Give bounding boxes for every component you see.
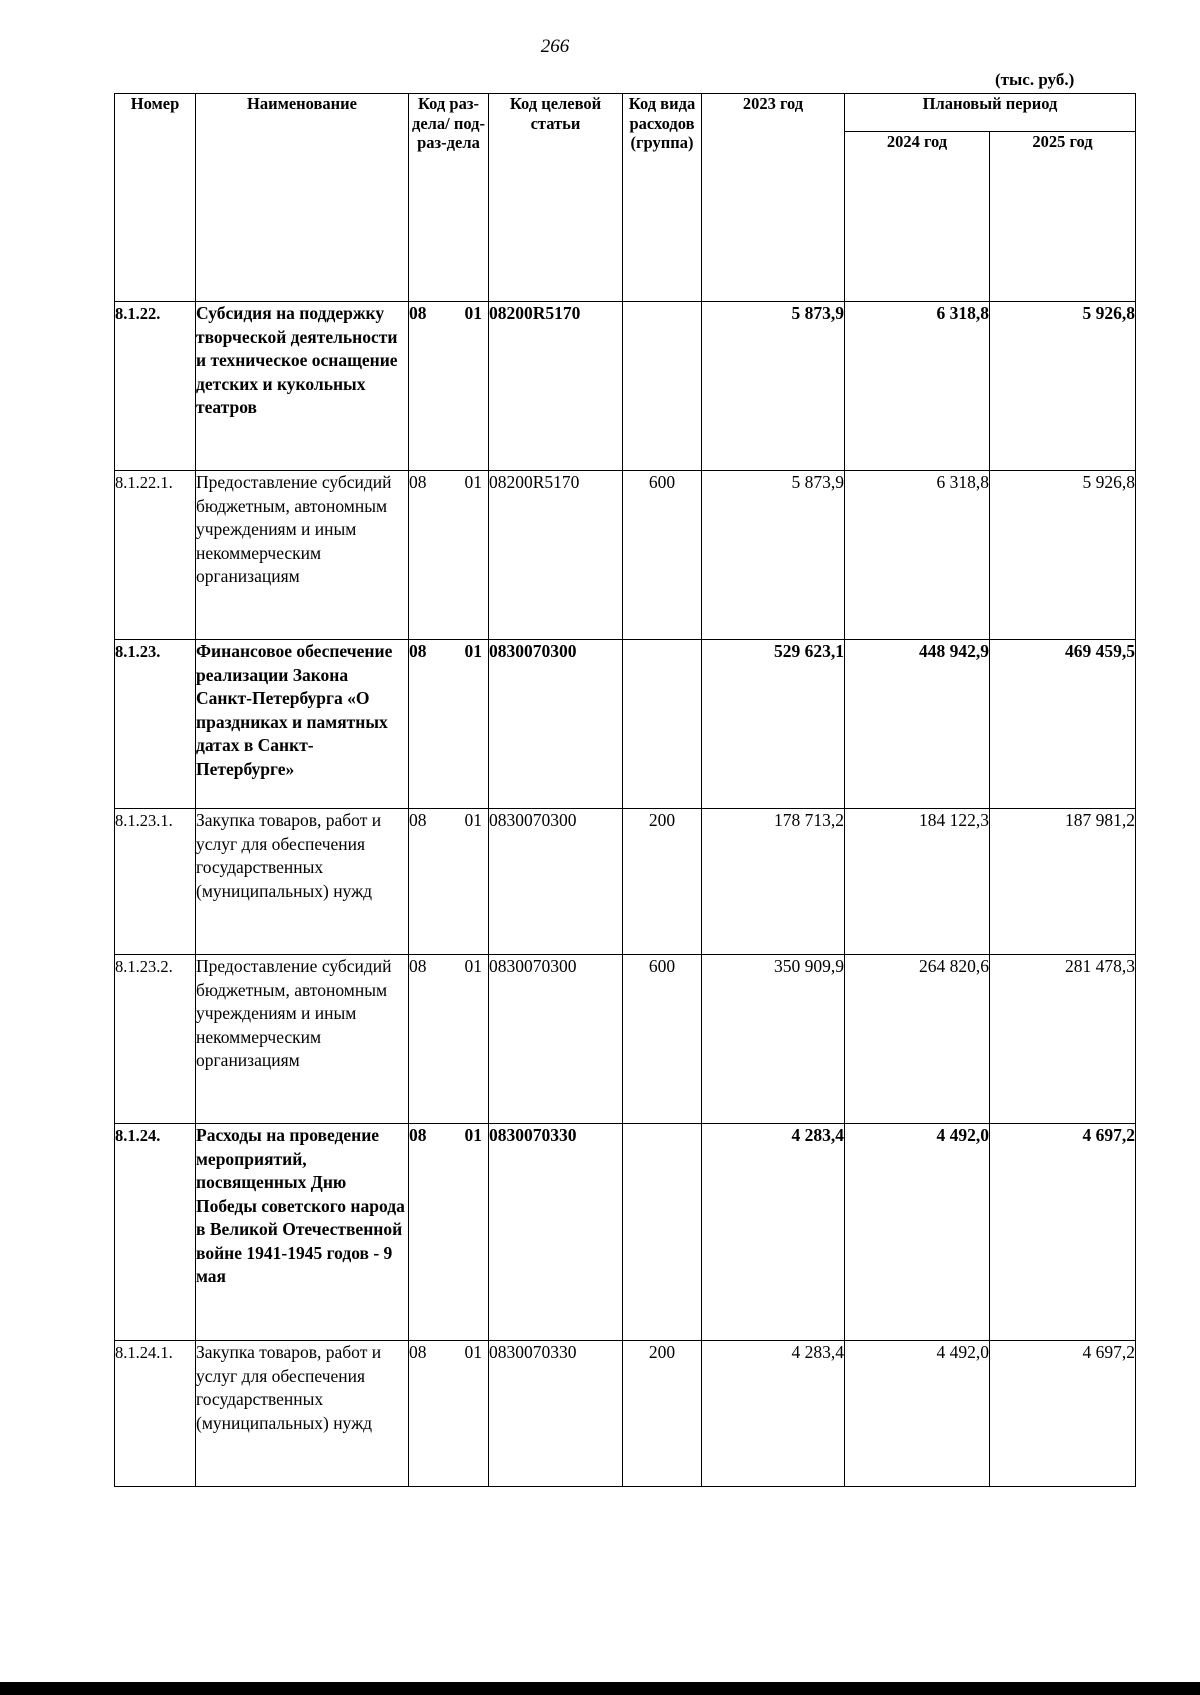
row-section-cell [409, 809, 489, 955]
table-row [115, 1341, 1136, 1487]
row-section: 08 [409, 1342, 427, 1362]
row-2025: 4 697,2 [990, 1124, 1136, 1341]
table-row [115, 955, 1136, 1124]
row-section: 08 [409, 641, 427, 661]
row-subsection: 01 [464, 303, 482, 323]
row-2023: 350 909,9 [702, 955, 845, 1124]
row-number: 8.1.23.1. [115, 809, 196, 955]
row-article: 0830070300 [489, 640, 623, 809]
row-name: Предоставление субсидий бюджетным, автономным учреждениям и иным некоммерческим организациям [196, 471, 409, 640]
row-number: 8.1.24.1. [115, 1341, 196, 1487]
row-section: 08 [409, 1125, 427, 1145]
row-2024: 184 122,3 [845, 809, 990, 955]
units-label: (тыс. руб.) [995, 70, 1075, 89]
row-expense-type: 200 [623, 809, 702, 955]
header-2023: 2023 год [702, 94, 845, 302]
table-body [115, 302, 1136, 1487]
row-2025: 281 478,3 [990, 955, 1136, 1124]
row-number: 8.1.22.1. [115, 471, 196, 640]
row-expense-type: 600 [623, 955, 702, 1124]
page-number: 266 [540, 36, 570, 57]
row-2024: 6 318,8 [845, 302, 990, 471]
row-subsection: 01 [464, 1125, 482, 1145]
row-section-cell [409, 640, 489, 809]
row-2025: 5 926,8 [990, 471, 1136, 640]
row-2023: 178 713,2 [702, 809, 845, 955]
row-section-cell [409, 1124, 489, 1341]
row-2023: 5 873,9 [702, 471, 845, 640]
row-2023: 4 283,4 [702, 1341, 845, 1487]
row-expense-type [623, 302, 702, 471]
row-2024: 448 942,9 [845, 640, 990, 809]
row-section: 08 [409, 810, 427, 830]
row-2024: 264 820,6 [845, 955, 990, 1124]
row-name: Финансовое обеспечение реализации Закона Санкт-Петербурга «О праздниках и памятных датах в Санкт-Петербурге» [196, 640, 409, 809]
row-2025: 469 459,5 [990, 640, 1136, 809]
header-2024: 2024 год [845, 132, 990, 302]
row-name: Закупка товаров, работ и услуг для обеспечения государственных (муниципальных) нужд [196, 1341, 409, 1487]
row-number: 8.1.24. [115, 1124, 196, 1341]
scan-bottom-edge [0, 1682, 1200, 1695]
row-expense-type [623, 640, 702, 809]
row-section-cell [409, 955, 489, 1124]
table-row [115, 471, 1136, 640]
header-plan-period: Плановый период [845, 94, 1136, 132]
row-expense-type: 200 [623, 1341, 702, 1487]
row-number: 8.1.23. [115, 640, 196, 809]
table-row [115, 1124, 1136, 1341]
row-2024: 4 492,0 [845, 1341, 990, 1487]
row-article: 08200R5170 [489, 302, 623, 471]
row-article: 08200R5170 [489, 471, 623, 640]
row-article: 0830070300 [489, 809, 623, 955]
row-2023: 529 623,1 [702, 640, 845, 809]
row-article: 0830070330 [489, 1124, 623, 1341]
row-section: 08 [409, 472, 427, 492]
row-subsection: 01 [464, 641, 482, 661]
header-2025: 2025 год [990, 132, 1136, 302]
row-section-cell [409, 1341, 489, 1487]
table-row [115, 302, 1136, 471]
row-number: 8.1.23.2. [115, 955, 196, 1124]
row-subsection: 01 [464, 1342, 482, 1362]
row-number: 8.1.22. [115, 302, 196, 471]
row-name: Расходы на проведение мероприятий, посвященных Дню Победы советского народа в Великой Отечественной войне 1941-1945 годов - 9 мая [196, 1124, 409, 1341]
header-article-code: Код целевой статьи [489, 94, 623, 302]
table-row [115, 640, 1136, 809]
row-2023: 5 873,9 [702, 302, 845, 471]
row-2025: 4 697,2 [990, 1341, 1136, 1487]
header-row [115, 94, 1136, 132]
row-expense-type [623, 1124, 702, 1341]
row-2025: 5 926,8 [990, 302, 1136, 471]
header-number: Номер [115, 94, 196, 302]
row-name: Предоставление субсидий бюджетным, автономным учреждениям и иным некоммерческим организациям [196, 955, 409, 1124]
header-section-code: Код раз-дела/ под-раз-дела [409, 94, 489, 302]
row-subsection: 01 [464, 956, 482, 976]
row-expense-type: 600 [623, 471, 702, 640]
row-subsection: 01 [464, 472, 482, 492]
header-name: Наименование [196, 94, 409, 302]
table-row [115, 809, 1136, 955]
row-section-cell [409, 471, 489, 640]
row-2025: 187 981,2 [990, 809, 1136, 955]
row-name: Субсидия на поддержку творческой деятельности и техническое оснащение детских и кукольных театров [196, 302, 409, 471]
row-section: 08 [409, 956, 427, 976]
budget-table [114, 93, 1136, 1487]
row-article: 0830070300 [489, 955, 623, 1124]
row-2024: 6 318,8 [845, 471, 990, 640]
row-subsection: 01 [464, 810, 482, 830]
header-expense-type: Код вида расходов (группа) [623, 94, 702, 302]
row-article: 0830070330 [489, 1341, 623, 1487]
row-section: 08 [409, 303, 427, 323]
row-section-cell [409, 302, 489, 471]
row-2024: 4 492,0 [845, 1124, 990, 1341]
row-2023: 4 283,4 [702, 1124, 845, 1341]
row-name: Закупка товаров, работ и услуг для обеспечения государственных (муниципальных) нужд [196, 809, 409, 955]
